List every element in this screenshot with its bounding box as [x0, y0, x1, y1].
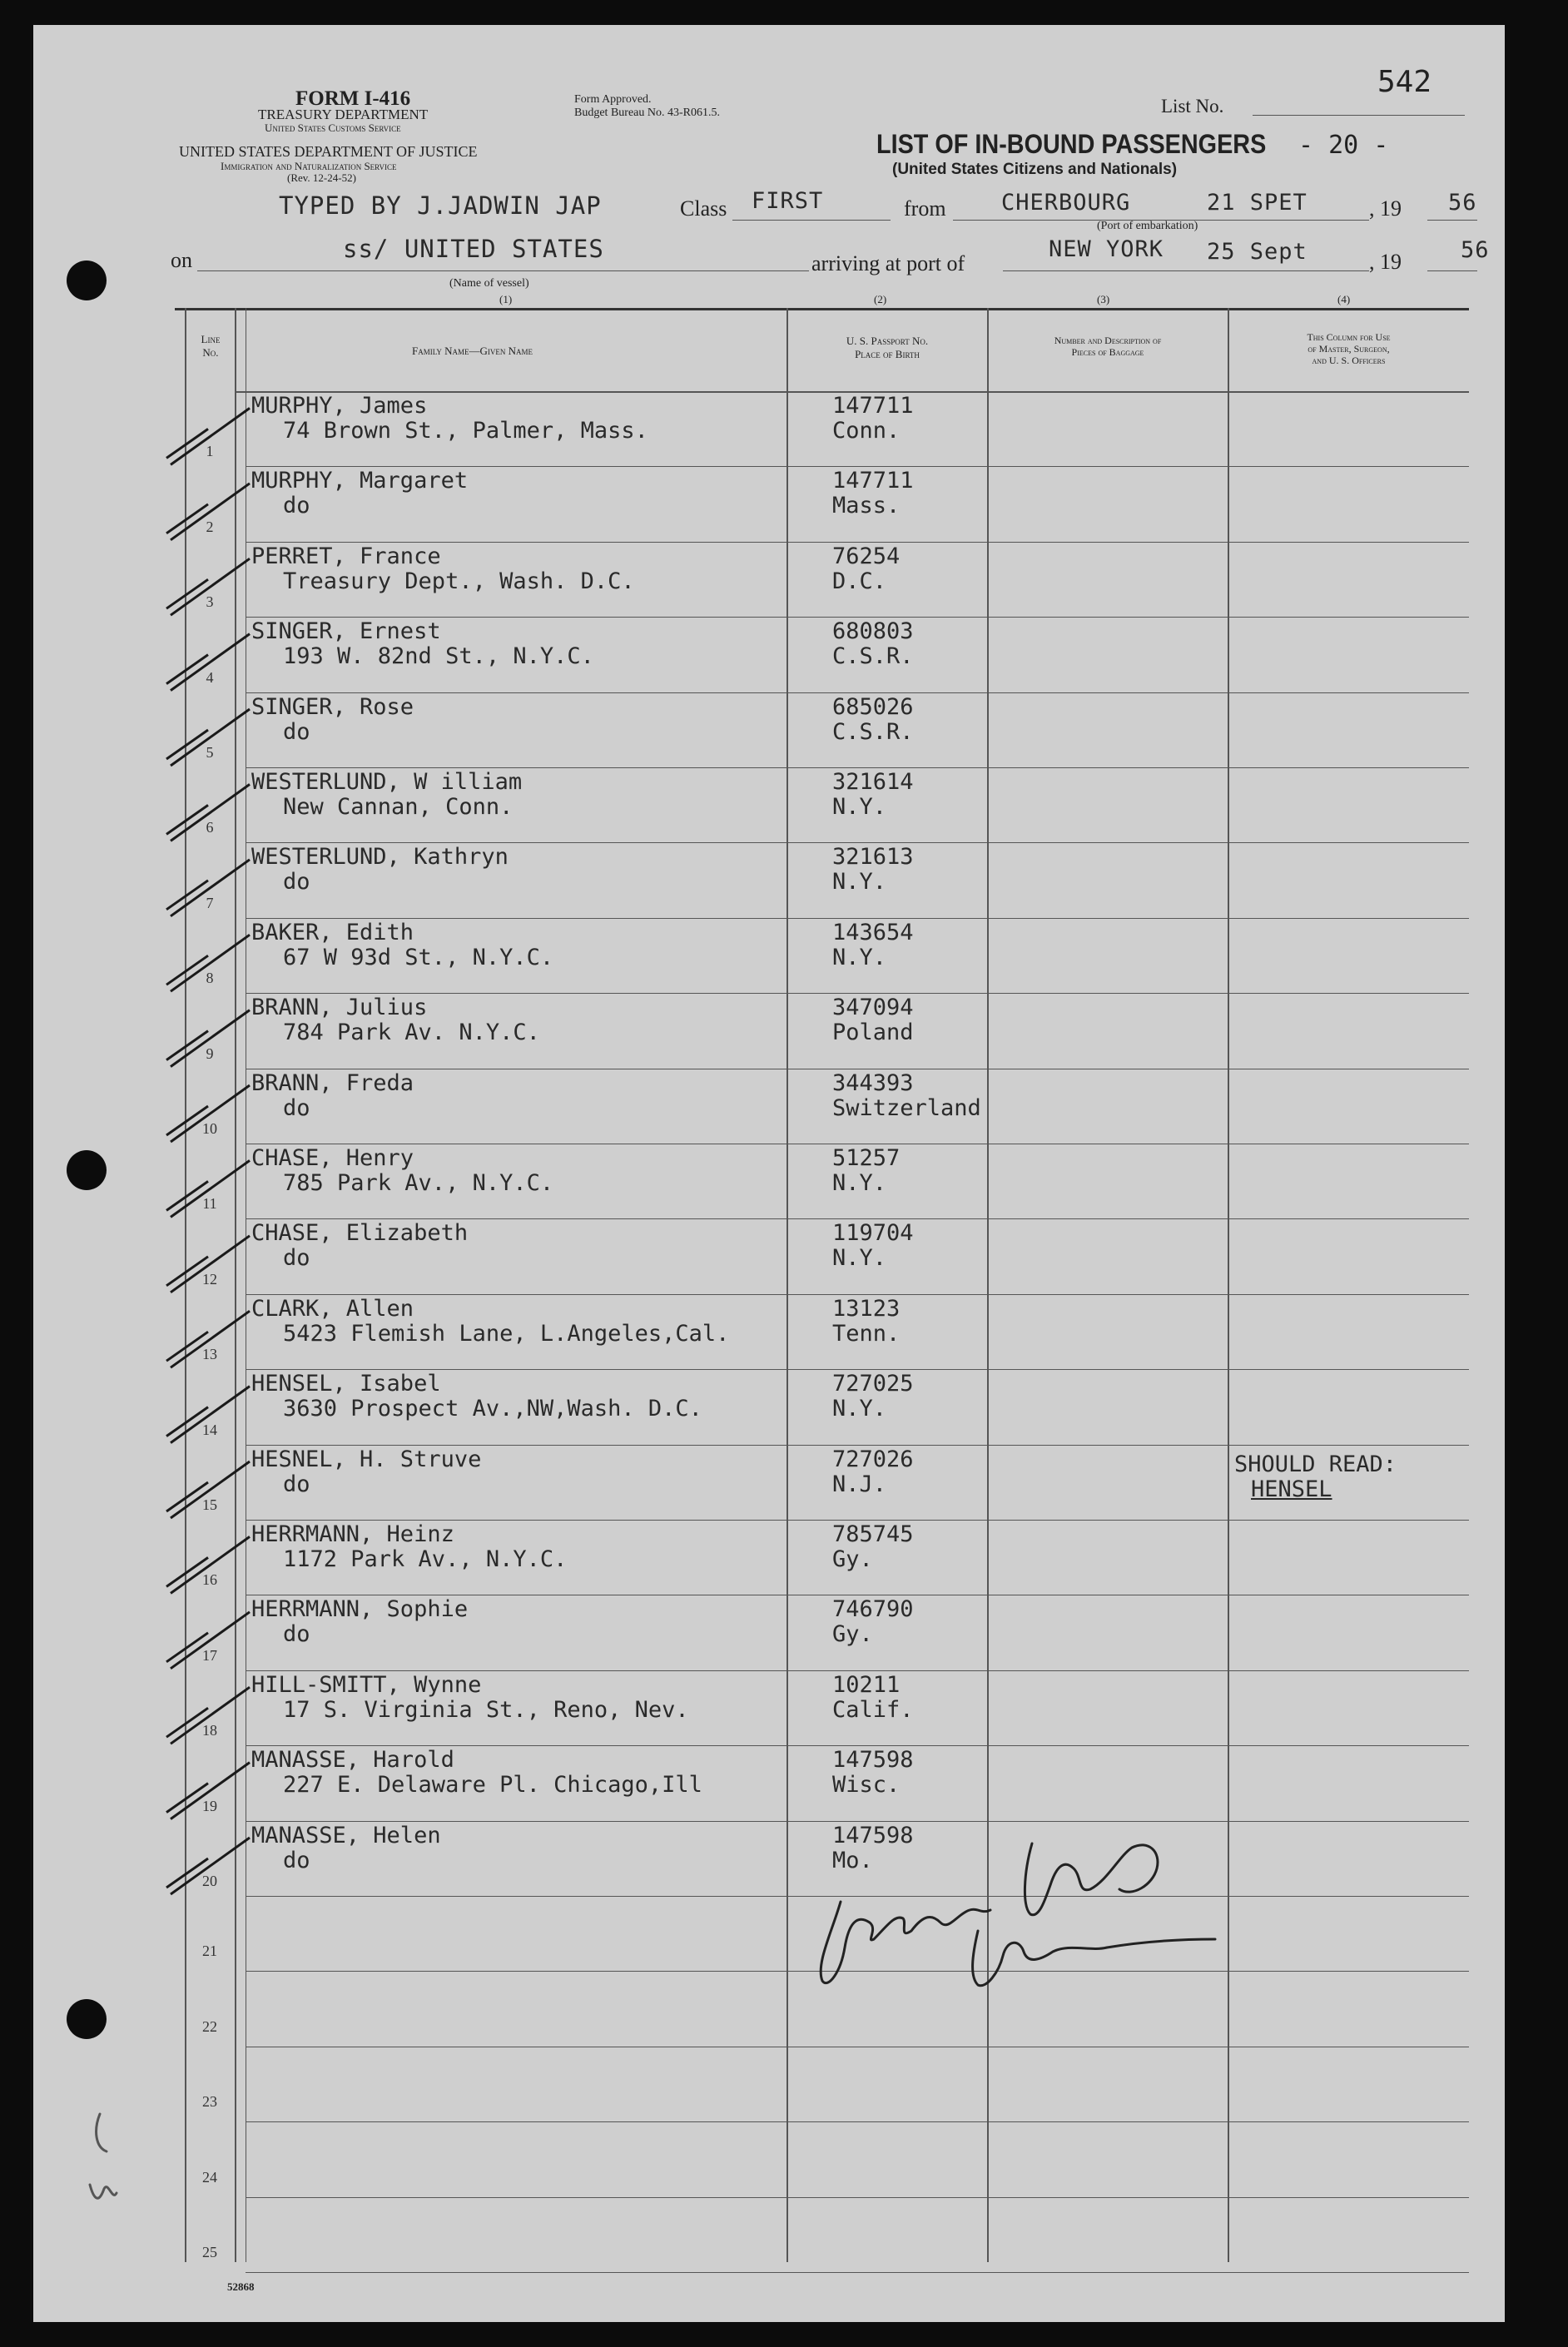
passenger-name: HENSEL, Isabel — [251, 1371, 441, 1397]
col-number-4: (4) — [1337, 293, 1351, 305]
year-prefix-1: , 19 — [1369, 196, 1402, 221]
place-of-birth: C.S.R. — [832, 718, 914, 745]
line-number: 23 — [202, 2093, 217, 2111]
officer-note-correction: HENSEL — [1251, 1476, 1332, 1502]
line-number: 21 — [202, 1943, 217, 1960]
passenger-name: HILL-SMITT, Wynne — [251, 1671, 482, 1698]
passenger-name: HERRMANN, Heinz — [251, 1521, 454, 1547]
col-number-3: (3) — [1097, 293, 1110, 305]
customs-service: United States Customs Service — [265, 122, 401, 134]
col-number-1: (1) — [499, 293, 513, 305]
on-label: on — [171, 248, 192, 272]
passport-number: 347094 — [832, 995, 914, 1021]
budget-bureau: Budget Bureau No. 43-R061.5. — [574, 107, 720, 119]
treasury-department: TREASURY DEPARTMENT — [258, 107, 429, 122]
line-number: 25 — [202, 2244, 217, 2260]
passenger-address: do — [283, 718, 310, 745]
manifest-title: LIST OF IN-BOUND PASSENGERS — [876, 129, 1267, 159]
port-embark-caption: (Port of embarkation) — [1097, 220, 1198, 232]
passenger-name: BRANN, Julius — [251, 995, 428, 1021]
passenger-address: do — [283, 869, 310, 896]
vessel-name: ss/ UNITED STATES — [343, 235, 604, 263]
place-of-birth: Conn. — [832, 418, 901, 444]
line-number: 20 — [202, 1873, 217, 1889]
passport-number: 321614 — [832, 769, 914, 795]
passport-number: 727025 — [832, 1371, 914, 1397]
place-of-birth: Gy. — [832, 1621, 873, 1648]
line-number: 8 — [206, 970, 214, 987]
passenger-address: do — [283, 493, 310, 519]
line-number: 7 — [206, 894, 214, 911]
passenger-name: SINGER, Ernest — [251, 618, 441, 645]
passport-number: 685026 — [832, 693, 914, 720]
passenger-address: Treasury Dept., Wash. D.C. — [283, 568, 635, 594]
line-number: 13 — [202, 1346, 217, 1363]
passenger-address: 227 E. Delaware Pl. Chicago,Ill — [283, 1772, 702, 1799]
baggage-header-line2: Pieces of Baggage — [1071, 346, 1144, 358]
passport-number: 147598 — [832, 1822, 914, 1848]
form-approved: Form Approved. — [574, 93, 652, 106]
passenger-address: 17 S. Virginia St., Reno, Nev. — [283, 1696, 689, 1723]
line-number: 4 — [206, 668, 214, 686]
passenger-name: CHASE, Elizabeth — [251, 1220, 469, 1247]
passenger-name: BAKER, Edith — [251, 919, 414, 945]
passenger-name: MURPHY, James — [251, 393, 428, 419]
passenger-address: 3630 Prospect Av.,NW,Wash. D.C. — [283, 1396, 702, 1422]
year-prefix-2: , 19 — [1369, 250, 1402, 274]
passenger-name: WESTERLUND, W illiam — [251, 769, 523, 795]
place-of-birth: C.S.R. — [832, 643, 914, 670]
immigration-service: Immigration and Naturalization Service — [221, 160, 397, 172]
passenger-name: MANASSE, Helen — [251, 1822, 441, 1848]
passenger-address: New Cannan, Conn. — [283, 794, 514, 820]
typed-by: TYPED BY J.JADWIN JAP — [279, 191, 602, 220]
list-number: - 20 - — [1298, 131, 1389, 160]
place-of-birth: N.Y. — [832, 1396, 887, 1422]
name-column-header: Family Name—Given Name — [412, 345, 533, 357]
line-number: 3 — [206, 593, 214, 611]
passenger-name: MURPHY, Margaret — [251, 468, 469, 494]
passport-number: 344393 — [832, 1069, 914, 1096]
col-number-2: (2) — [874, 293, 887, 305]
baggage-header-line1: Number and Description of — [1054, 335, 1162, 346]
line-no-header-line1: Line — [201, 333, 221, 345]
place-of-birth: Wisc. — [832, 1772, 901, 1799]
arrival-year: 56 — [1461, 237, 1490, 263]
line-number: 11 — [202, 1195, 217, 1213]
line-number: 5 — [206, 744, 214, 761]
line-number: 10 — [202, 1120, 217, 1137]
passenger-address: 74 Brown St., Palmer, Mass. — [283, 418, 648, 444]
line-number: 2 — [206, 518, 214, 535]
passport-number: 119704 — [832, 1220, 914, 1247]
embarkation-date: 21 SPET — [1207, 190, 1307, 216]
list-no-label: List No. — [1161, 96, 1224, 117]
arriving-label: arriving at port of — [811, 251, 965, 275]
place-of-birth: Gy. — [832, 1546, 873, 1572]
line-number: 1 — [206, 443, 214, 460]
passport-number: 147711 — [832, 468, 914, 494]
passenger-name: CHASE, Henry — [251, 1145, 414, 1171]
passport-number: 147598 — [832, 1747, 914, 1774]
class-label: Class — [680, 196, 727, 221]
passport-number: 143654 — [832, 919, 914, 945]
passenger-address: 193 W. 82nd St., N.Y.C. — [283, 643, 594, 670]
passenger-name: MANASSE, Harold — [251, 1747, 454, 1774]
arrival-port: NEW YORK — [1049, 236, 1164, 262]
place-of-birth: Mass. — [832, 493, 901, 519]
officers-header-line2: of Master, Surgeon, — [1307, 343, 1390, 355]
passport-number: 10211 — [832, 1671, 901, 1698]
passport-number: 13123 — [832, 1295, 901, 1322]
place-of-birth: N.Y. — [832, 1170, 887, 1196]
passport-number: 321613 — [832, 844, 914, 871]
embarkation-year: 56 — [1448, 190, 1477, 216]
place-of-birth: Calif. — [832, 1696, 914, 1723]
officer-note: SHOULD READ: — [1234, 1451, 1397, 1477]
passport-number: 147711 — [832, 393, 914, 419]
passenger-address: 5423 Flemish Lane, L.Angeles,Cal. — [283, 1320, 730, 1347]
vessel-caption: (Name of vessel) — [449, 277, 529, 290]
line-no-header-line2: No. — [202, 346, 219, 359]
line-number: 14 — [202, 1421, 217, 1438]
place-of-birth: N.Y. — [832, 869, 887, 896]
passport-number: 76254 — [832, 543, 901, 569]
page-number: 542 — [1377, 65, 1432, 99]
passenger-name: HESNEL, H. Struve — [251, 1446, 482, 1472]
passenger-name: BRANN, Freda — [251, 1069, 414, 1096]
passenger-name: SINGER, Rose — [251, 693, 414, 720]
passenger-address: 785 Park Av., N.Y.C. — [283, 1170, 554, 1196]
line-number: 17 — [202, 1646, 217, 1664]
place-of-birth: N.J. — [832, 1471, 887, 1497]
passport-number: 785745 — [832, 1521, 914, 1547]
passenger-name: HERRMANN, Sophie — [251, 1596, 469, 1623]
line-number: 12 — [202, 1270, 217, 1288]
port-of-embarkation: CHERBOURG — [1001, 190, 1131, 216]
class-value: FIRST — [752, 188, 824, 214]
officers-header-line1: This Column for Use — [1307, 331, 1391, 343]
passport-header-line2: Place of Birth — [855, 348, 920, 360]
passenger-address: do — [283, 1471, 310, 1497]
passport-number: 746790 — [832, 1596, 914, 1623]
from-label: from — [904, 196, 946, 221]
passport-number: 680803 — [832, 618, 914, 645]
passenger-address: do — [283, 1094, 310, 1121]
passenger-name: PERRET, France — [251, 543, 441, 569]
place-of-birth: Tenn. — [832, 1320, 901, 1347]
form-footer-code: 52868 — [227, 2280, 255, 2293]
place-of-birth: D.C. — [832, 568, 887, 594]
passenger-address: 67 W 93d St., N.Y.C. — [283, 944, 554, 970]
line-number: 16 — [202, 1571, 217, 1589]
passenger-address: do — [283, 1245, 310, 1272]
place-of-birth: Mo. — [832, 1847, 873, 1873]
line-number: 6 — [206, 819, 214, 836]
place-of-birth: N.Y. — [832, 944, 887, 970]
passport-number: 51257 — [832, 1145, 901, 1171]
line-number: 22 — [202, 2017, 217, 2035]
passenger-address: do — [283, 1847, 310, 1873]
place-of-birth: N.Y. — [832, 1245, 887, 1272]
revision-date: (Rev. 12-24-52) — [287, 171, 356, 184]
place-of-birth: Switzerland — [832, 1094, 981, 1121]
place-of-birth: N.Y. — [832, 794, 887, 820]
passenger-address: 784 Park Av. N.Y.C. — [283, 1020, 540, 1046]
passenger-address: do — [283, 1621, 310, 1648]
passenger-name: WESTERLUND, Kathryn — [251, 844, 509, 871]
line-number: 24 — [202, 2168, 217, 2186]
manifest-subtitle: (United States Citizens and Nationals) — [892, 161, 1178, 178]
form-number: FORM I-416 — [295, 87, 411, 110]
place-of-birth: Poland — [832, 1020, 914, 1046]
passenger-address: 1172 Park Av., N.Y.C. — [283, 1546, 568, 1572]
line-number: 9 — [206, 1044, 214, 1062]
arrival-date: 25 Sept — [1207, 239, 1307, 265]
officers-header-line3: and U. S. Officers — [1312, 355, 1386, 366]
passenger-name: CLARK, Allen — [251, 1295, 414, 1322]
justice-department: UNITED STATES DEPARTMENT OF JUSTICE — [179, 143, 478, 160]
line-number: 18 — [202, 1722, 217, 1739]
line-number: 19 — [202, 1797, 217, 1814]
line-number: 15 — [202, 1496, 217, 1513]
passport-number: 727026 — [832, 1446, 914, 1472]
passport-header-line1: U. S. Passport No. — [846, 335, 929, 347]
